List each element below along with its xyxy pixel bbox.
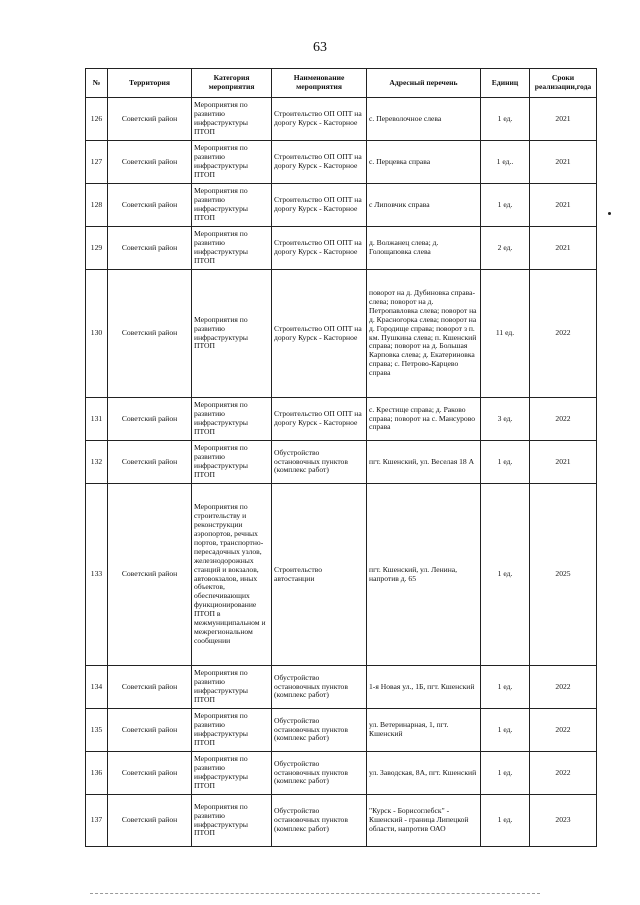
row-territory: Советский район [108,141,192,184]
row-num: 127 [86,141,108,184]
row-address: д. Волжанец слева; д. Голощаповка слева [367,227,481,270]
row-category: Мероприятия по развитию инфраструктуры ПТОП [192,441,272,484]
row-territory: Советский район [108,441,192,484]
row-term: 2021 [530,184,597,227]
table-row [86,752,597,795]
table-row [86,666,597,709]
row-name: Строительство ОП ОПТ на дорогу Курск - Касторное [272,141,367,184]
row-name: Строительство ОП ОПТ на дорогу Курск - Касторное [272,398,367,441]
row-territory: Советский район [108,398,192,441]
row-term: 2021 [530,227,597,270]
row-name: Обустройство остановочных пунктов (комплекс работ) [272,666,367,709]
table-row [86,398,597,441]
row-term: 2021 [530,141,597,184]
row-units: 1 ед. [481,484,530,666]
row-units: 1 ед. [481,441,530,484]
scan-speck [608,212,611,215]
row-address: ул. Заводская, 8А, пгт. Кшенский [367,752,481,795]
row-num: 137 [86,795,108,847]
header-term: Сроки реализации,года [530,69,597,98]
table-row [86,141,597,184]
row-territory: Советский район [108,752,192,795]
row-name: Обустройство остановочных пунктов (комплекс работ) [272,441,367,484]
row-term: 2023 [530,795,597,847]
header-units: Единиц [481,69,530,98]
row-num: 135 [86,709,108,752]
row-address: пгт. Кшенский, ул. Ленина, напротив д. 65 [367,484,481,666]
header-address: Адресный перечень [367,69,481,98]
row-category: Мероприятия по развитию инфраструктуры ПТОП [192,666,272,709]
row-category: Мероприятия по развитию инфраструктуры ПТОП [192,141,272,184]
table-row [86,795,597,847]
row-units: 1 ед. [481,709,530,752]
row-category: Мероприятия по развитию инфраструктуры ПТОП [192,270,272,398]
row-term: 2021 [530,98,597,141]
row-category: Мероприятия по развитию инфраструктуры ПТОП [192,98,272,141]
row-term: 2022 [530,709,597,752]
row-term: 2022 [530,666,597,709]
row-address: с. Перцевка справа [367,141,481,184]
row-address: 1-я Новая ул., 1Б, пгт. Кшенский [367,666,481,709]
row-category: Мероприятия по развитию инфраструктуры ПТОП [192,752,272,795]
row-units: 3 ед. [481,398,530,441]
row-category: Мероприятия по развитию инфраструктуры ПТОП [192,795,272,847]
row-num: 130 [86,270,108,398]
row-num: 136 [86,752,108,795]
row-units: 2 ед. [481,227,530,270]
row-territory: Советский район [108,270,192,398]
row-name: Строительство ОП ОПТ на дорогу Курск - Касторное [272,98,367,141]
row-num: 126 [86,98,108,141]
row-num: 128 [86,184,108,227]
row-address: "Курск - Борисоглебск" - Кшенский - граница Липецкой области, напротив ОАО [367,795,481,847]
bottom-scan-line [90,893,540,895]
row-territory: Советский район [108,484,192,666]
row-units: 1 ед. [481,666,530,709]
row-name: Строительство ОП ОПТ на дорогу Курск - Касторное [272,270,367,398]
measures-table [85,68,597,847]
row-term: 2021 [530,441,597,484]
row-name: Строительство ОП ОПТ на дорогу Курск - Касторное [272,184,367,227]
row-address: с. Крестище справа; д. Раково справа; поворот на с. Мансурово справа [367,398,481,441]
row-territory: Советский район [108,227,192,270]
row-term: 2022 [530,398,597,441]
row-category: Мероприятия по строительству и реконструкции аэропортов, речных портов, транспортно-пересадочных узлов, железнодорожных станций и вокзалов, автовокзалов, иных объектов, обеспечивающих функционирование ПТОП в межмуниципальном и межрегиональном сообщении [192,484,272,666]
row-category: Мероприятия по развитию инфраструктуры ПТОП [192,227,272,270]
header-territory: Территория [108,69,192,98]
row-num: 132 [86,441,108,484]
page-number: 63 [313,40,327,55]
row-address: с Липовчик справа [367,184,481,227]
row-name: Обустройство остановочных пунктов (комплекс работ) [272,709,367,752]
row-term: 2025 [530,484,597,666]
table-row [86,484,597,666]
table-row [86,184,597,227]
row-units: 1 ед. [481,795,530,847]
row-num: 134 [86,666,108,709]
row-address: поворот на д. Дубиновка справа-слева; поворот на д. Петропавловка слева; поворот на д. Красногорка слева; поворот на д. Городище справа; поворот з п. км. Пушкина слева; п. Кшенский справа; поворот на д. Большая Карповка слева; д. Екатериновка справа; с. Петрово-Карцево справа [367,270,481,398]
row-category: Мероприятия по развитию инфраструктуры ПТОП [192,709,272,752]
row-name: Строительство автостанции [272,484,367,666]
table-row [86,709,597,752]
row-address: пгт. Кшенский, ул. Веселая 18 А [367,441,481,484]
row-category: Мероприятия по развитию инфраструктуры ПТОП [192,184,272,227]
row-name: Обустройство остановочных пунктов (комплекс работ) [272,752,367,795]
row-territory: Советский район [108,184,192,227]
row-term: 2022 [530,752,597,795]
row-num: 129 [86,227,108,270]
table-header-row [86,69,597,98]
row-num: 131 [86,398,108,441]
row-territory: Советский район [108,709,192,752]
table-row [86,227,597,270]
row-units: 1 ед. [481,184,530,227]
row-address: ул. Ветеринарная, 1, пгт. Кшенский [367,709,481,752]
row-units: 1 ед.. [481,141,530,184]
row-units: 1 ед. [481,752,530,795]
row-address: с. Переволочное слева [367,98,481,141]
row-name: Строительство ОП ОПТ на дорогу Курск - Касторное [272,227,367,270]
header-num: № [86,69,108,98]
row-units: 11 ед. [481,270,530,398]
row-territory: Советский район [108,666,192,709]
row-category: Мероприятия по развитию инфраструктуры ПТОП [192,398,272,441]
row-term: 2022 [530,270,597,398]
table-row [86,270,597,398]
row-territory: Советский район [108,795,192,847]
row-units: 1 ед. [481,98,530,141]
table-row [86,98,597,141]
row-territory: Советский район [108,98,192,141]
header-category: Категория мероприятия [192,69,272,98]
row-num: 133 [86,484,108,666]
row-name: Обустройство остановочных пунктов (комплекс работ) [272,795,367,847]
table-row [86,441,597,484]
header-name: Наименование мероприятия [272,69,367,98]
